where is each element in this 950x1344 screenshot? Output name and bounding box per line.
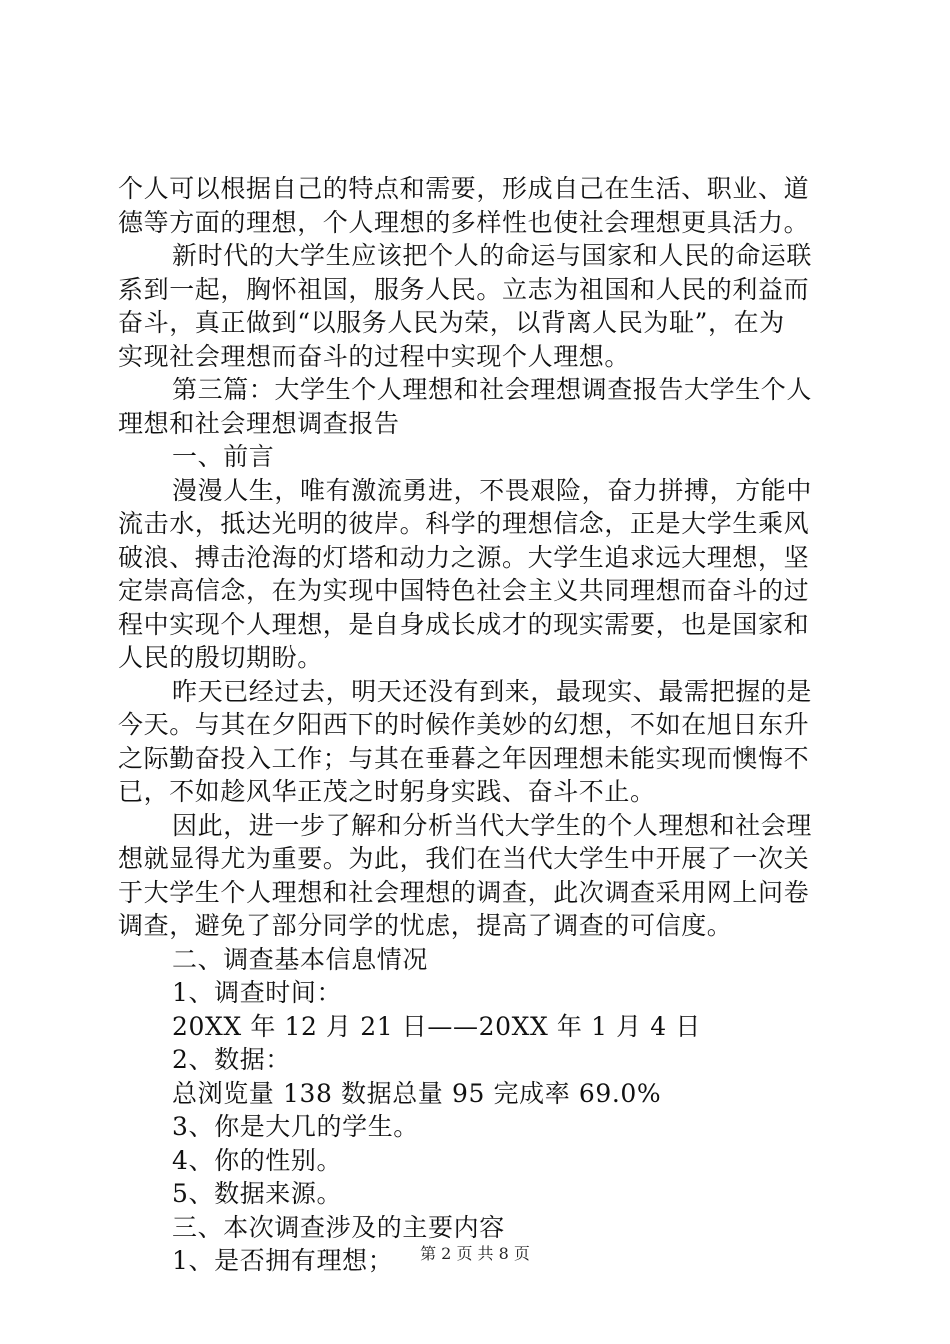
text-line: 已，不如趁风华正茂之时躬身实践、奋斗不止。 (118, 777, 656, 806)
text-line: 昨天已经过去，明天还没有到来，最现实、最需把握的是 (172, 676, 813, 706)
text-line: 20XX 年 12 月 21 日——20XX 年 1 月 4 日 (172, 1011, 701, 1041)
page-footer: 第 2 页 共 8 页 (420, 1244, 530, 1263)
text-line: 定崇高信念，在为实现中国特色社会主义共同理想而奋斗的过 (118, 576, 810, 605)
text-line: 德等方面的理想，个人理想的多样性也使社会理想更具活力。 (118, 207, 810, 237)
text-line: 1、调查时间： (172, 978, 343, 1007)
text-line: 二、调查基本信息情况 (172, 944, 429, 974)
text-line: 新时代的大学生应该把个人的命运与国家和人民的命运联 (172, 241, 813, 270)
text-line: 理想和社会理想调查报告 (118, 408, 400, 438)
text-line: 因此，进一步了解和分析当代大学生的个人理想和社会理 (172, 810, 813, 840)
text-line: 于大学生个人理想和社会理想的调查，此次调查采用网上问卷 (118, 877, 810, 907)
text-line: 破浪、搏击沧海的灯塔和动力之源。大学生追求远大理想，坚 (118, 542, 810, 572)
text-line: 5、数据来源。 (172, 1179, 343, 1208)
text-line: 3、你是大几的学生。 (172, 1112, 419, 1141)
text-line: 之际勤奋投入工作；与其在垂暮之年因理想未能实现而懊悔不 (118, 743, 810, 773)
text-line: 个人可以根据自己的特点和需要，形成自己在生活、职业、道 (118, 174, 810, 203)
text-line: 人民的殷切期盼。 (118, 643, 323, 672)
text-line: 三、本次调查涉及的主要内容 (172, 1212, 505, 1242)
text-line: 想就显得尤为重要。为此，我们在当代大学生中开展了一次关 (118, 844, 810, 873)
text-line: 4、你的性别。 (172, 1145, 343, 1175)
text-line: 流击水，抵达光明的彼岸。科学的理想信念，正是大学生乘风 (118, 509, 810, 538)
document-body (118, 172, 838, 1278)
text-line: 调查，避免了部分同学的忧虑，提高了调查的可信度。 (118, 911, 733, 940)
text-line: 2、数据： (172, 1045, 291, 1074)
text-line: 今天。与其在夕阳西下的时候作美妙的幻想，不如在旭日东升 (118, 710, 810, 739)
text-line: 一、前言 (172, 442, 275, 471)
text-line: 实现社会理想而奋斗的过程中实现个人理想。 (118, 341, 631, 371)
text-line: 第三篇：大学生个人理想和社会理想调查报告大学生个人 (172, 375, 813, 404)
text-line: 总浏览量 138 数据总量 95 完成率 69.0% (172, 1078, 662, 1108)
text-line: 系到一起，胸怀祖国，服务人民。立志为祖国和人民的利益而 (118, 274, 810, 304)
text-line: 漫漫人生，唯有激流勇进，不畏艰险，奋力拼搏，方能中 (172, 475, 813, 505)
text-line: 1、是否拥有理想； (172, 1246, 394, 1275)
text-line: 程中实现个人理想，是自身成长成才的现实需要，也是国家和 (118, 609, 810, 639)
text-line: 奋斗，真正做到“以服务人民为荣，以背离人民为耻”，在为 (118, 308, 785, 337)
